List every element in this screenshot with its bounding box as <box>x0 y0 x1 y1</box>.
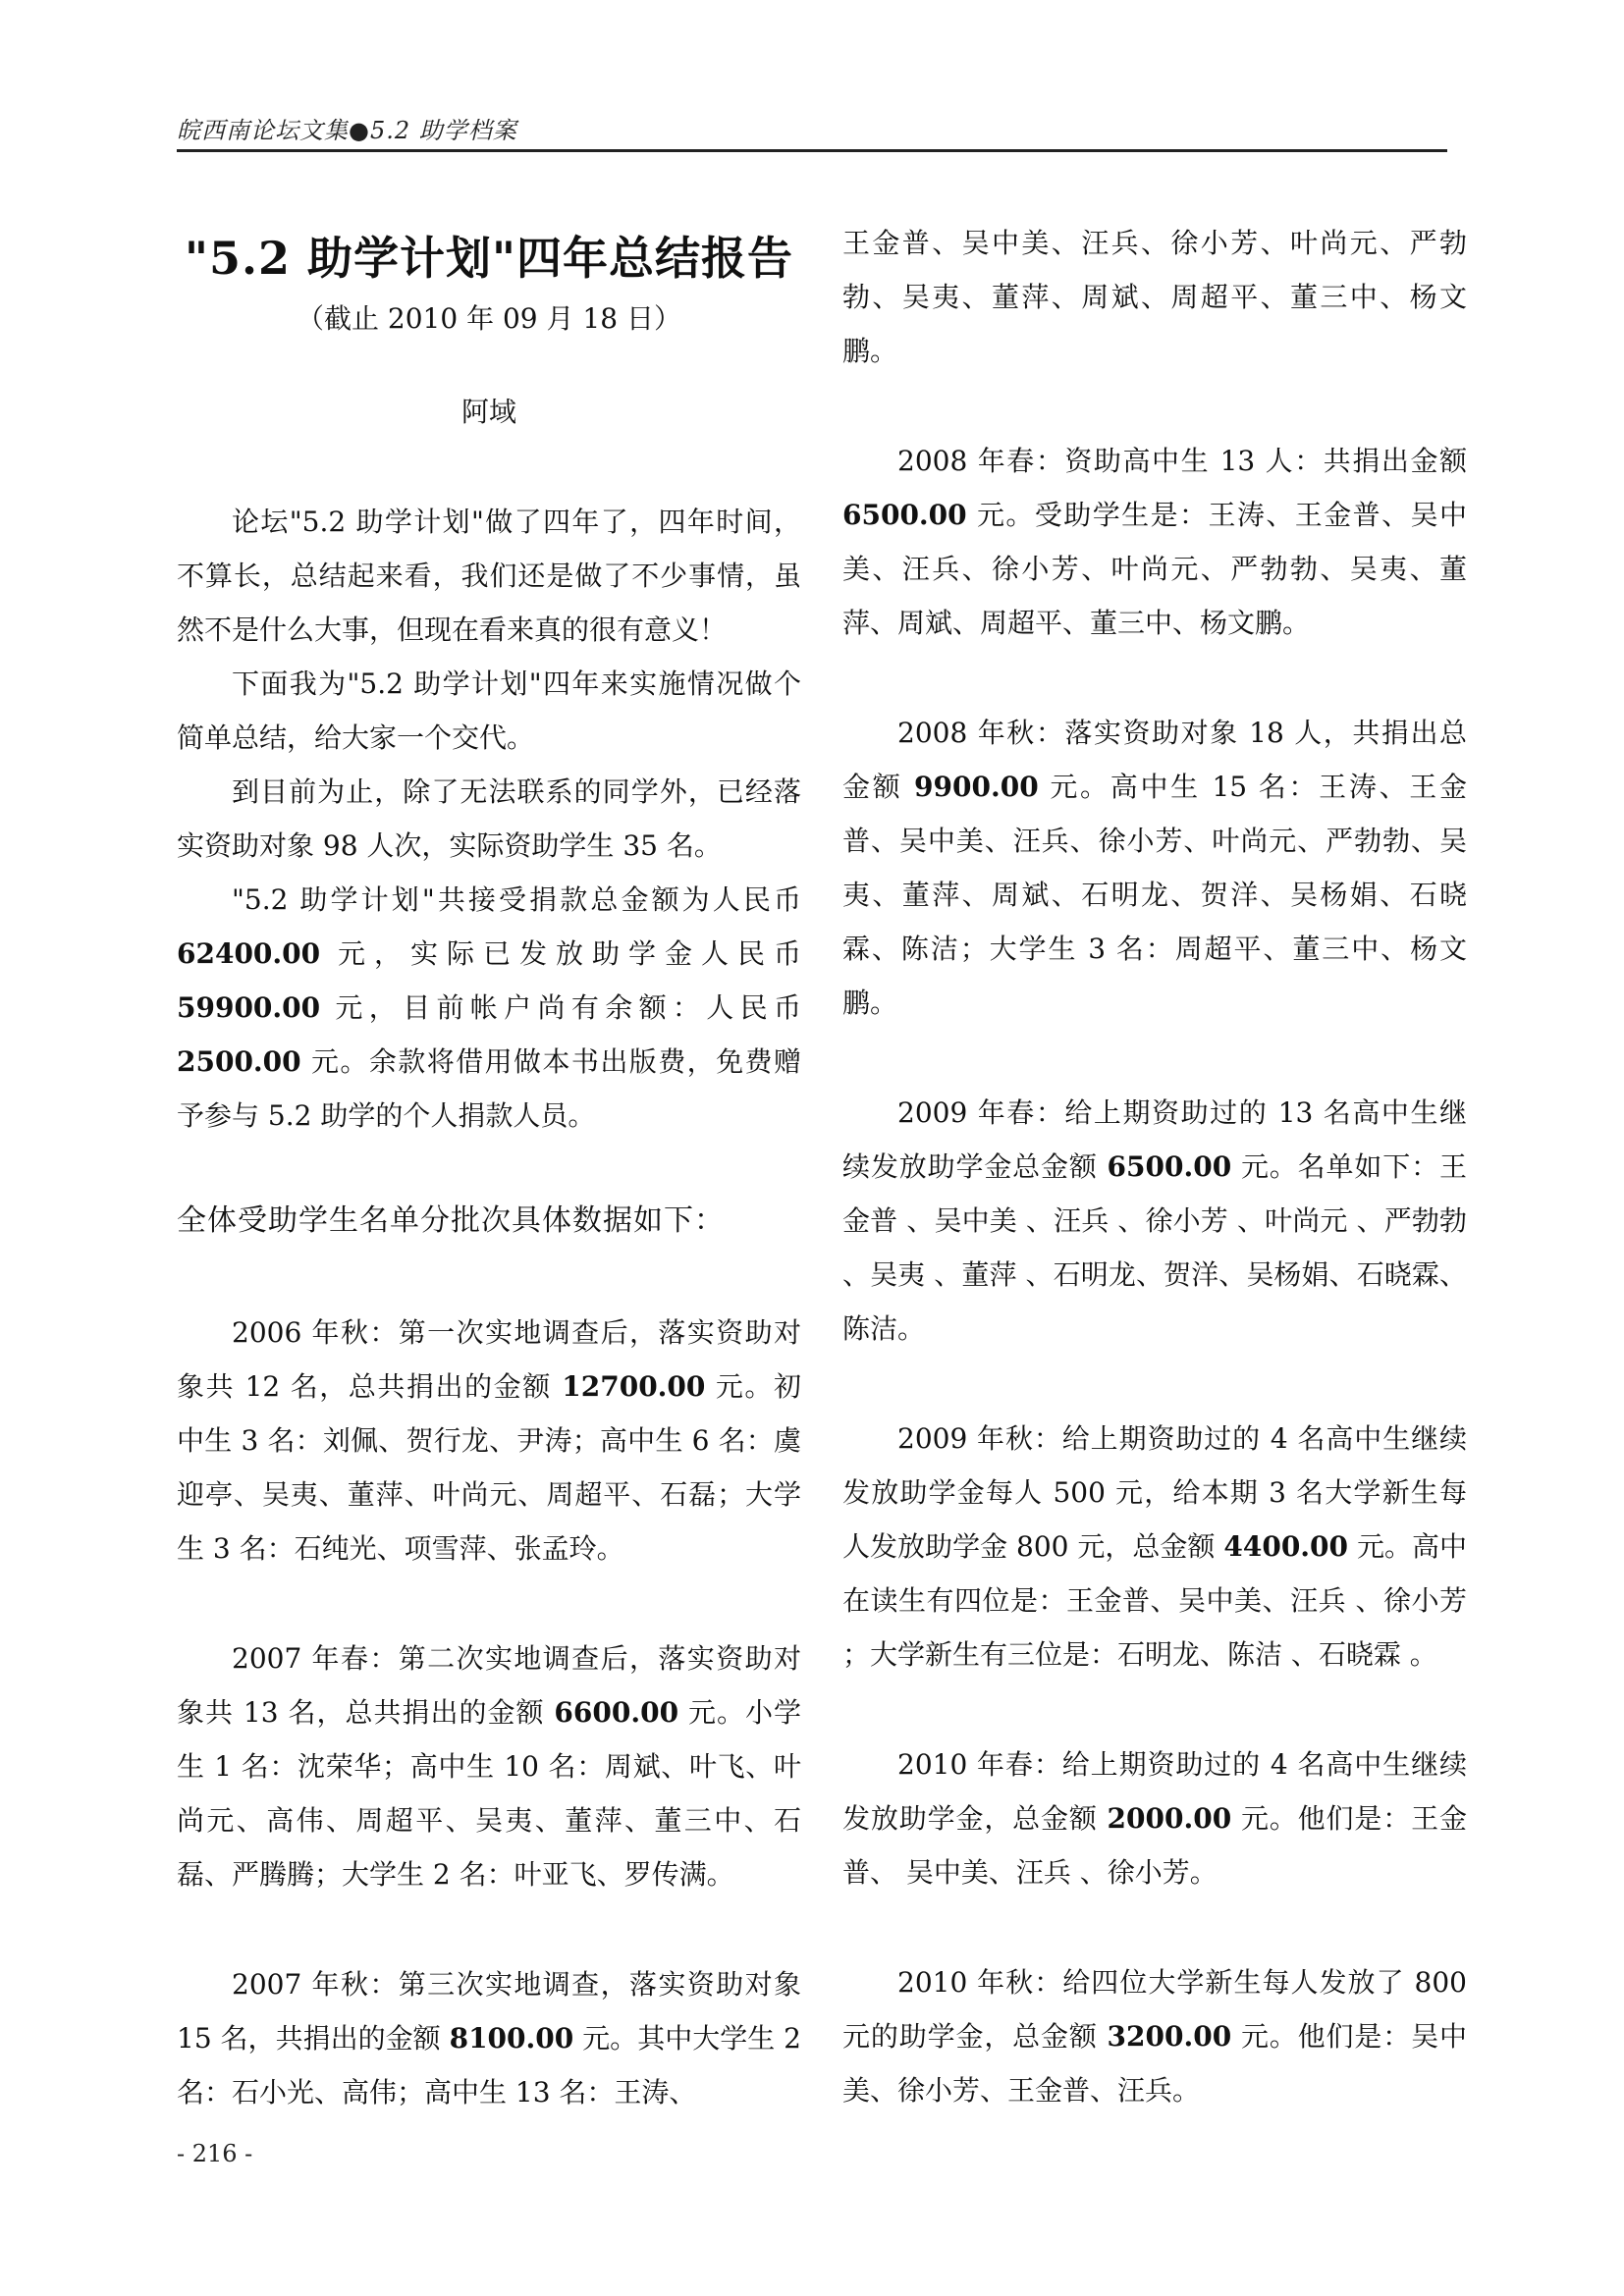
batch-text: 元。他们是：吴中美、徐小芳、王金普、汪兵。 <box>842 2020 1467 2107</box>
batch-text: 2007 年秋：第三次实地调查，落实资助对象 15 名，共捐出的金额 <box>177 1968 801 2055</box>
batch-2008-autumn <box>842 706 1467 1030</box>
batch-2007-spring <box>177 1631 801 1901</box>
batch-2007-autumn <box>177 1957 801 2119</box>
balance-amount: 2500.00 <box>177 1045 301 1078</box>
batch-amount: 6500.00 <box>842 499 967 531</box>
batch-amount: 4400.00 <box>1223 1530 1349 1563</box>
batch-text: 2008 年春：资助高中生 13 人：共捐出金额 <box>897 445 1467 477</box>
intro-paragraph-2: 下面我为"5.2 助学计划"四年来实施情况做个简单总结，给大家一个交代。 <box>177 667 801 754</box>
batch-text: 元。高中在读生有四位是：王金普、吴中美、汪兵 、徐小芳 ；大学新生有三位是：石明龙、陈洁 、石晓霖 。 <box>842 1530 1467 1671</box>
batch-text: 元。其中大学生 2 名：石小光、高伟；高中生 13 名：王涛、 <box>177 2022 801 2109</box>
batch-amount: 12700.00 <box>562 1370 706 1403</box>
batch-2007-autumn-continued: 王金普、吴中美、汪兵、徐小芳、叶尚元、严勃勃、吴夷、董萍、周斌、周超平、董三中、杨文鹏。 <box>842 227 1467 367</box>
batch-amount: 3200.00 <box>1107 2020 1232 2053</box>
total-donation-amount: 62400.00 <box>177 937 321 970</box>
batch-text: 元。他们是：王金普、 吴中美、汪兵 、徐小芳。 <box>842 1802 1467 1889</box>
running-title: 皖西南论坛文集●5.2 助学档案 <box>177 117 517 144</box>
batch-amount: 8100.00 <box>449 2022 574 2055</box>
intro-p4-text-a: "5.2 助学计划"共接受捐款总金额为人民币 <box>232 883 801 916</box>
batch-2009-autumn <box>842 1412 1467 1682</box>
right-column <box>842 216 1467 2173</box>
batch-text: 2006 年秋：第一次实地调查后，落实资助对象共 12 名，总共捐出的金额 <box>177 1316 801 1403</box>
batch-text: 2009 年秋：给上期资助过的 4 名高中生继续发放助学金每人 500 元，给本期 3 名大学新生每人发放助学金 800 元，总金额 <box>842 1422 1467 1563</box>
article-author: 阿域 <box>460 396 516 428</box>
batch-text: 元。名单如下：王金普 、吴中美 、汪兵 、徐小芳 、叶尚元 、严勃勃 、吴夷 、董萍 、石明龙、贺洋、吴杨娟、石晓霖、陈洁。 <box>842 1150 1467 1345</box>
batch-2006-autumn <box>177 1306 801 1575</box>
batch-text: 元。初中生 3 名：刘佩、贺行龙、尹涛；高中生 6 名：虞迎亭、吴夷、董萍、叶尚元、周超平、石磊；大学生 3 名：石纯光、项雪萍、张孟玲。 <box>177 1370 801 1565</box>
batch-text: 2007 年春：第二次实地调查后，落实资助对象共 13 名，总共捐出的金额 <box>177 1642 801 1729</box>
batch-text: 2010 年秋：给四位大学新生每人发放了 800 元的助学金，总金额 <box>842 1966 1467 2053</box>
intro-paragraph-4 <box>177 873 801 1143</box>
batch-text: 元。高中生 15 名：王涛、王金普、吴中美、汪兵、徐小芳、叶尚元、严勃勃、吴夷、董萍、周斌、石明龙、贺洋、吴杨娟、石晓霖、陈洁；大学生 3 名：周超平、董三中、杨文鹏。 <box>842 771 1467 1019</box>
batch-text: 2009 年春：给上期资助过的 13 名高中生继续发放助学金总金额 <box>842 1096 1467 1183</box>
batch-text: 元。受助学生是：王涛、王金普、吴中美、汪兵、徐小芳、叶尚元、严勃勃、吴夷、董萍、周斌、周超平、董三中、杨文鹏。 <box>842 499 1467 639</box>
batch-amount: 9900.00 <box>914 771 1039 803</box>
article-subtitle: （截止 2010 年 09 月 18 日） <box>297 302 681 335</box>
section-heading: 全体受助学生名单分批次具体数据如下： <box>177 1203 725 1238</box>
article-title: "5.2 助学计划"四年总结报告 <box>185 232 793 285</box>
total-disbursed-amount: 59900.00 <box>177 991 321 1024</box>
intro-paragraph-3: 到目前为止，除了无法联系的同学外，已经落实资助对象 98 人次，实际资助学生 35 名。 <box>177 775 801 862</box>
batch-text: 2010 年春：给上期资助过的 4 名高中生继续发放助学金，总金额 <box>842 1748 1467 1835</box>
batch-amount: 6500.00 <box>1107 1150 1232 1183</box>
batch-2010-spring <box>842 1737 1467 1899</box>
batch-amount: 2000.00 <box>1107 1802 1232 1835</box>
left-column <box>177 216 801 2175</box>
batch-amount: 6600.00 <box>554 1696 679 1729</box>
batch-text: 元。小学生 1 名：沈荣华；高中生 10 名：周斌、叶飞、叶尚元、高伟、周超平、吴夷、董萍、董三中、石磊、严腾腾；大学生 2 名：叶亚飞、罗传满。 <box>177 1696 801 1891</box>
batch-2010-autumn <box>842 1955 1467 2117</box>
intro-p4-text-d: 元。余款将借用做本书出版费，免费赠予参与 5.2 助学的个人捐款人员。 <box>177 1045 801 1132</box>
intro-p4-text-b: 元，实际已发放助学金人民币 <box>320 937 801 970</box>
batch-text: 2008 年秋：落实资助对象 18 人，共捐出总金额 <box>842 717 1467 803</box>
intro-p4-text-c: 元，目前帐户尚有余额：人民币 <box>320 991 801 1024</box>
intro-paragraph-1: 论坛"5.2 助学计划"做了四年了，四年时间，不算长，总结起来看，我们还是做了不少事情，虽然不是什么大事，但现在看来真的很有意义！ <box>177 506 801 646</box>
batch-2009-spring <box>842 1086 1467 1356</box>
batch-2008-spring <box>842 434 1467 650</box>
running-header <box>177 110 1447 152</box>
page-number: - 216 - <box>177 2140 253 2167</box>
